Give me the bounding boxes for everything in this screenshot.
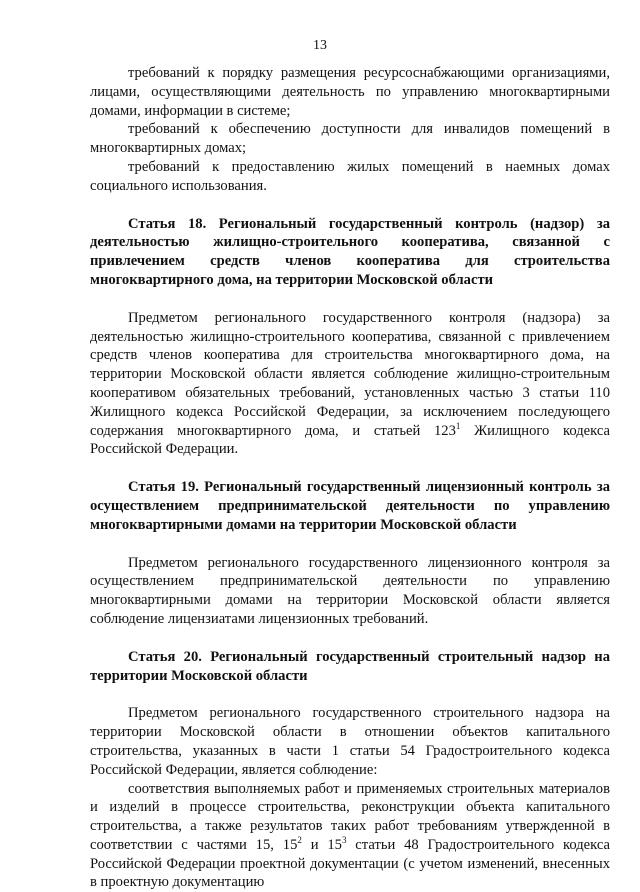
article-20-superscript-2: 2 [297,835,302,845]
document-body [90,64,610,892]
article-20-superscript-3: 3 [342,835,347,845]
page-number: 13 [0,38,640,54]
article-20-compliance-paragraph [90,780,610,892]
article-19-paragraph: Предметом регионального государственного лицензионного контроля за осуществлением предпринимательской деятельности по управлению многоквартирными домами на территории Московской области является соблюдение лицензиатами лицензионных требований. [90,554,610,629]
article-20-paragraph: Предметом регионального государственного строительного надзора на территории Московской области в отношении объектов капитального строительства, указанных в части 1 статьи 54 Градостроительного кодекса Российской Федерации, является соблюдение: [90,704,610,779]
article-18-paragraph [90,309,610,459]
article-20-compliance-text-tail: статьи 48 Градостроительного кодекса Российской Федерации проектной документации (с учетом изменений, внесенных в проектную документацию [90,837,610,891]
article-20-compliance-text: соответствия выполняемых работ и применяемых строительных материалов и изделий в процессе строительства, реконструкции объекта капитального строительства, а также результатов таких работ требованиям утвержденной в соответствии с частями 15, 15 [90,781,610,853]
article-18-text: Предметом регионального государственного контроля (надзора) за деятельностью жилищно-строительного кооператива, связанной с привлечением средств членов кооператива для строительства многоквартирного дома, на территории Московской области является соблюдение жилищно-строительным кооперативом обязательных требований, установленных частью 3 статьи 110 Жилищного кодекса Российской Федерации, за исключением последующего содержания многоквартирного дома, и статьей 123 [90,310,610,439]
article-18-text-tail: Жилищного кодекса Российской Федерации. [90,423,610,458]
paragraph-requirements-rental-housing: требований к предоставлению жилых помещений в наемных домах социального использования. [90,158,610,196]
article-20-heading: Статья 20. Региональный государственный строительный надзор на территории Московской области [90,648,610,686]
article-18-heading: Статья 18. Региональный государственный контроль (надзор) за деятельностью жилищно-строительного кооператива, связанной с привлечением средств членов кооператива для строительства многоквартирного дома, на территории Московской области [90,215,610,290]
paragraph-requirements-accessibility: требований к обеспечению доступности для инвалидов помещений в многоквартирных домах; [90,120,610,158]
article-19-heading: Статья 19. Региональный государственный лицензионный контроль за осуществлением предпринимательской деятельности по управлению многоквартирными домами на территории Московской области [90,478,610,534]
article-20-compliance-text-and: и 15 [302,837,342,853]
paragraph-requirements-placement: требований к порядку размещения ресурсоснабжающими организациями, лицами, осуществляющими деятельность по управлению многоквартирными домами, информации в системе; [90,64,610,120]
article-18-superscript: 1 [456,421,461,431]
